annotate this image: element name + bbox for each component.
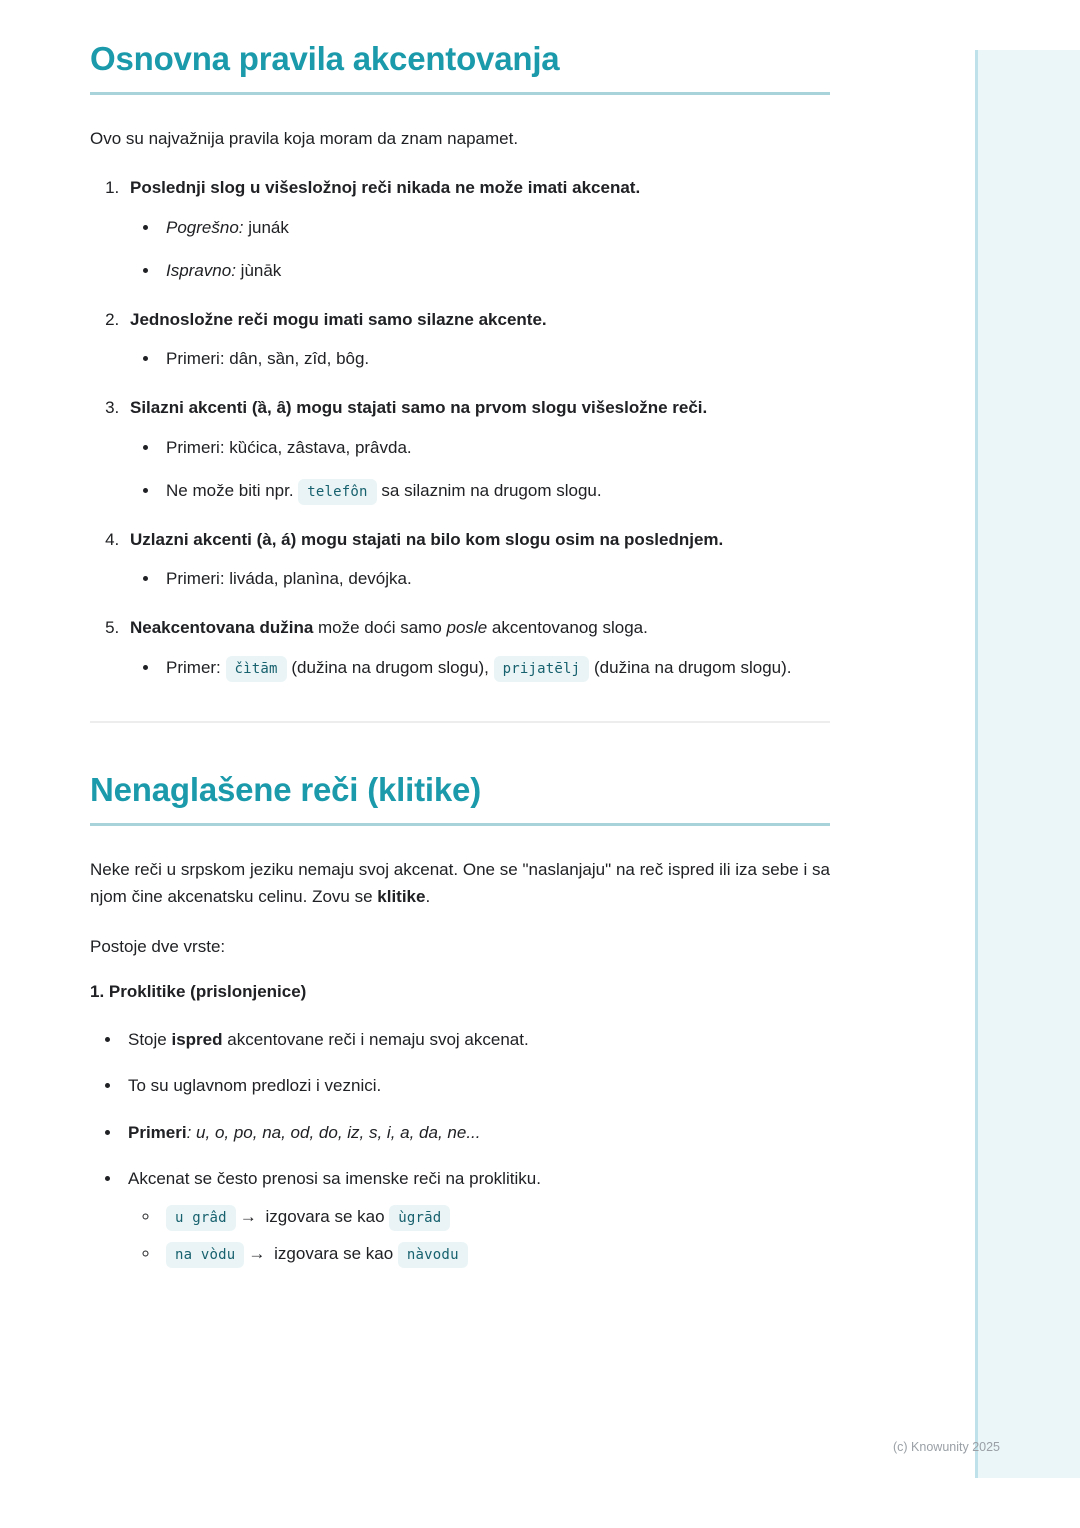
transfer-1-mid: izgovara se kao: [260, 1207, 390, 1226]
rule-5-example-post: (dužina na drugom slogu).: [589, 657, 792, 677]
two-kinds-paragraph: Postoje dve vrste:: [90, 936, 226, 956]
rule-1-heading: Poslednji slog u višesložnoj reči nikada ne može imati akcenat.: [130, 178, 641, 198]
bullet-1-post: akcentovane reči i nemaju svoj akcenat.: [222, 1030, 529, 1050]
rule-3-accent-marks: ȁ, ȃ: [257, 398, 286, 418]
transfer-2-mid: izgovara se kao: [269, 1244, 398, 1263]
rule-item-5: [124, 614, 830, 680]
list-item: [160, 654, 830, 681]
rule-item-4: [124, 526, 830, 592]
klitike-para-a: Neke reči u srpskom jeziku nemaju svoj akcenat. One se "naslanjaju" na reč ispred ili iza sebe i sa njom čine akcenatsku celinu. Zovu se: [90, 859, 830, 907]
rule-item-3: [124, 394, 830, 504]
rule-5-examples: [130, 654, 830, 681]
rule-5-bold-lead: Neakcentovana dužina: [130, 618, 314, 638]
rule-3-examples: [130, 434, 830, 504]
list-item: [160, 477, 830, 504]
note-content: [90, 40, 830, 1290]
value-ispravno: jùnāk: [235, 260, 282, 280]
label-pogresno: Pogrešno:: [166, 217, 244, 237]
rule-4-accent-marks: à, á: [262, 529, 291, 549]
code-chip-navodu: nàvodu: [398, 1242, 468, 1268]
rule-3-head-pre: Silazni akcenti (: [130, 398, 258, 418]
intro-paragraph: Ovo su najvažnija pravila koja moram da znam napamet.: [90, 128, 519, 148]
list-item: • Primeri: liváda, planìna, devójka.: [160, 565, 830, 592]
rule-5-mid: može doći samo: [313, 618, 447, 638]
section-title-klitike: Nenaglašene reči (klitike): [90, 770, 481, 808]
bullet-3-italic-list: : u, o, po, na, od, do, iz, s, i, a, da, ne...: [186, 1122, 481, 1142]
section-title-akcentovanje: Osnovna pravila akcentovanja: [90, 40, 560, 77]
rule-3-heading: [130, 398, 707, 417]
rule-5-example-pre: Primer:: [166, 657, 226, 677]
proklitike-bullets: [90, 1026, 830, 1271]
code-chip-na-vodu: na vòdu: [166, 1242, 244, 1268]
watermark: (c) Knowunity 2025: [893, 1440, 1001, 1454]
bullet-1-pre: Stoje: [128, 1030, 172, 1050]
subheading-proklitike: 1. Proklitike (prislonjenice): [90, 982, 307, 1002]
arrow-icon: →: [239, 1207, 257, 1226]
rule-5-heading: [130, 618, 648, 637]
code-chip-telefon: telefôn: [298, 479, 376, 505]
bullet-3-bold-lead: Primeri: [128, 1122, 187, 1142]
title-underline: [90, 92, 830, 95]
list-item: [122, 1165, 830, 1271]
rule-2-heading: Jednosložne reči mogu imati samo silazne akcente.: [130, 310, 547, 330]
bullet-4-text: Akcenat se često prenosi sa imenske reči na proklitiku.: [128, 1168, 541, 1188]
rule-4-examples: [130, 565, 830, 592]
rule-4-heading: [130, 530, 723, 549]
accent-transfer-list: [128, 1200, 830, 1271]
rule-item-1: [124, 174, 830, 284]
rule-3-head-post: ) mogu stajati samo na prvom slogu višesložne reči.: [285, 398, 708, 418]
list-item: [122, 1119, 830, 1146]
list-item: • To su uglavnom predlozi i veznici.: [122, 1072, 830, 1099]
klitike-paragraph: [90, 856, 830, 911]
rule-4-head-post: ) mogu stajati na bilo kom slogu osim na poslednjem.: [290, 529, 724, 549]
code-chip-prijatelj: prijatēlj: [494, 656, 590, 682]
label-ispravno: Ispravno:: [166, 260, 236, 280]
rule-item-2: [124, 306, 830, 372]
rule-3-code-pre: Ne može biti npr.: [166, 480, 299, 500]
code-chip-ugrad: ùgrād: [389, 1205, 450, 1231]
rule-1-examples: [130, 214, 830, 284]
rule-2-examples: [130, 345, 830, 372]
list-item: • Primeri: dân, sȁn, zîd, bôg.: [160, 345, 830, 372]
code-chip-citam: čìtām: [226, 656, 287, 682]
arrow-icon: →: [248, 1244, 266, 1263]
rules-list: [90, 174, 830, 680]
value-pogresno: junák: [243, 217, 289, 237]
rule-5-italic: posle: [446, 618, 488, 638]
list-item: [160, 1200, 830, 1234]
title-underline-klitike: [90, 823, 830, 826]
rule-4-head-pre: Uzlazni akcenti (: [130, 529, 263, 549]
list-item: [160, 1237, 830, 1271]
code-chip-u-grad: u grâd: [166, 1205, 236, 1231]
rule-5-end: akcentovanog sloga.: [487, 618, 648, 638]
rule-5-example-mid: (dužina na drugom slogu),: [286, 657, 494, 677]
klitike-para-b: .: [425, 887, 431, 907]
list-item: [122, 1026, 830, 1053]
rule-3-code-post: sa silaznim na drugom slogu.: [376, 480, 602, 500]
list-item: • Primeri: kȕćica, zâstava, prâvda.: [160, 434, 830, 461]
list-item: [160, 257, 830, 284]
list-item: [160, 214, 830, 241]
decorative-edge-band: [975, 50, 1080, 1478]
bullet-1-bold: ispred: [171, 1030, 223, 1050]
klitike-bold-term: klitike: [377, 887, 426, 907]
section-divider: [90, 721, 830, 723]
